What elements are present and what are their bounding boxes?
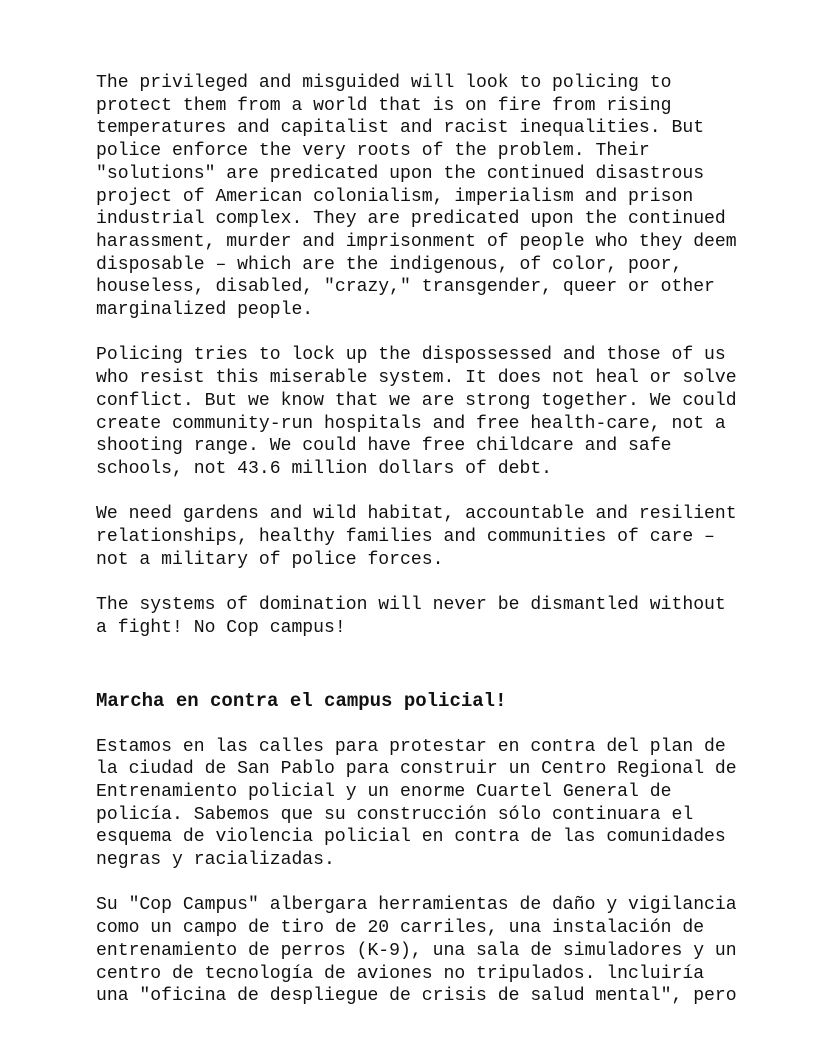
spanish-section-heading: Marcha en contra el campus policial! — [96, 689, 507, 712]
english-paragraph-3: We need gardens and wild habitat, accountable and resilient relationships, healthy families and communities of care – not a military of police forces. — [96, 504, 737, 570]
english-paragraph-1: The privileged and misguided will look to policing to protect them from a world that is on fire from rising temperatures and capitalist and racist inequalities. But police enforce the very roots of the problem. Their "solutions" are predicated upon the continued disastrous project of American colonialism, imperialism and prison industrial complex. They are predicated upon the continued harassment, murder and imprisonment of people who they deem disposable – which are the indigenous, of color, poor, houseless, disabled, "crazy," transgender, queer or other marginalized people. — [96, 73, 737, 321]
document-page — [96, 72, 776, 1031]
english-paragraph-4: The systems of domination will never be dismantled without a fight! No Cop campus! — [96, 595, 726, 638]
english-paragraph-2: Policing tries to lock up the dispossessed and those of us who resist this miserable system. It does not heal or solve conflict. But we know that we are strong together. We could create community-run hospitals and free health-care, not a shooting range. We could have free childcare and safe schools, not 43.6 million dollars of debt. — [96, 345, 737, 479]
spanish-paragraph-1: Estamos en las calles para protestar en contra del plan de la ciudad de San Pablo para construir un Centro Regional de Entrenamiento policial y un enorme Cuartel General de policía. Sabemos que su construcción sólo continuara el esquema de violencia policial en contra de las comunidades negras y racializadas. — [96, 736, 737, 871]
spanish-paragraph-2: Su "Cop Campus" albergara herramientas de daño y vigilancia como un campo de tiro de 20 carriles, una instalación de entrenamiento de perros (K-9), una sala de simuladores y un centro de tecnología de aviones no tripulados. lncluiría una "oficina de despliegue de crisis de salud mental", pero — [96, 895, 737, 1007]
